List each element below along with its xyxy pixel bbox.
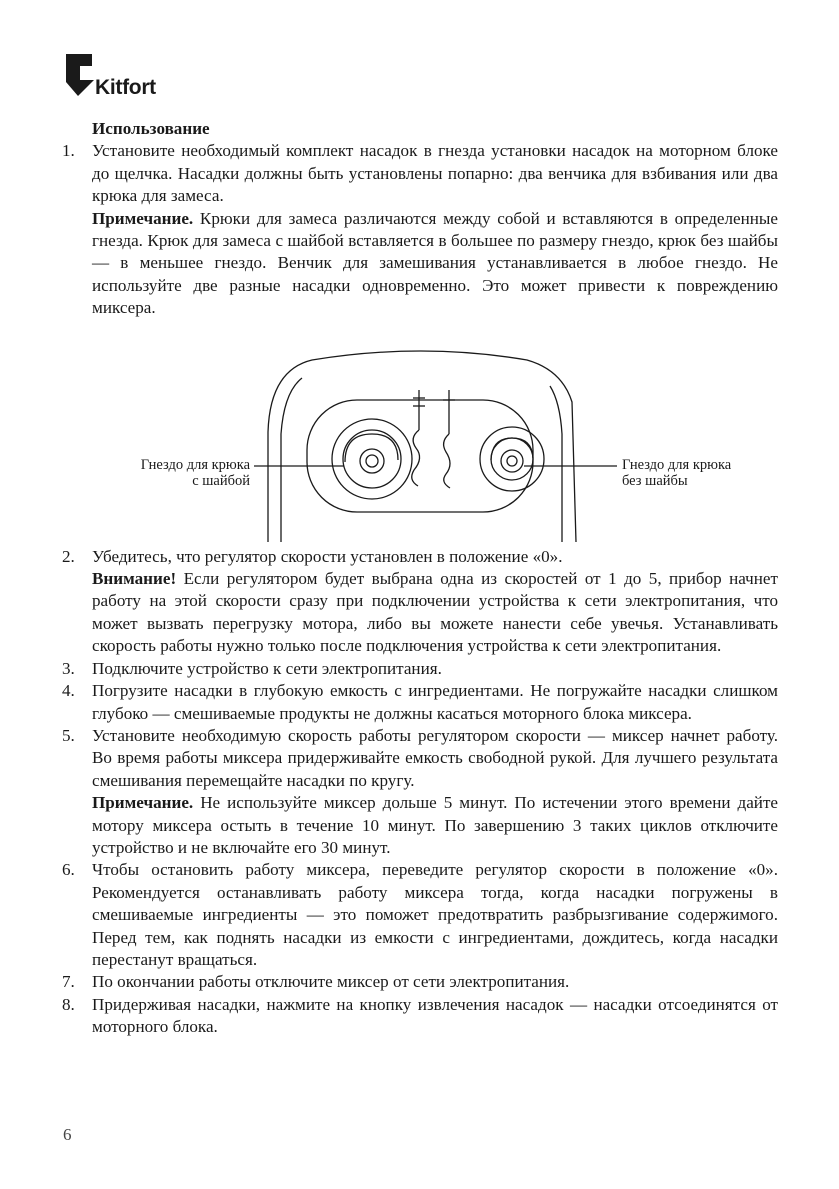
step-number: 7. (62, 972, 75, 992)
step-note (92, 208, 778, 320)
step-item-4 (62, 680, 778, 725)
instruction-content (62, 118, 778, 1039)
step-text: Чтобы остановить работу миксера, переведите регулятор скорости в положение «0». Рекомендуется останавливать работу миксера тогда, когда насадки погружены в смешиваемые ингредиенты — это поможет предотвратить разбрызгивание содержимого. Перед тем, как поднять насадки из емкости с ингредиентами, дождитесь, когда насадки перестанут вращаться. (92, 860, 778, 969)
step-number: 3. (62, 658, 75, 678)
step-number: 6. (62, 860, 75, 880)
step-item-5 (62, 725, 778, 859)
step-text: Придерживая насадки, нажмите на кнопку извлечения насадок — насадки отсоединятся от моторного блока. (92, 994, 778, 1037)
step-text: По окончании работы отключите миксер от сети электропитания. (92, 972, 570, 992)
mixer-motor-unit-drawing (62, 342, 778, 542)
note-text: Не используйте миксер дольше 5 минут. По истечении этого времени дайте мотору миксера остыть в течение 10 минут. По завершению 3 таких циклов отключите устройство и не включайте его 30 минут. (92, 793, 778, 857)
note-label: Примечание. (92, 208, 194, 228)
step-item-8 (62, 994, 778, 1039)
step-number: 1. (62, 141, 75, 161)
label-line: без шайбы (622, 472, 688, 489)
step-text: Установите необходимую скорость работы регулятором скорости — миксер начнет работу. Во время работы миксера придерживайте емкость свободной рукой. Для лучшего результата смешивания перемещайте насадки по кругу. (92, 725, 778, 790)
label-socket-without-washer (622, 457, 731, 489)
step-text: Установите необходимый комплект насадок в гнезда установки насадок на моторном блоке до щелчка. Насадки должны быть установлены попарно: два венчика для взбивания или два крюка для замеса. (92, 141, 778, 206)
step-item-1 (62, 140, 778, 319)
step-note (92, 568, 778, 658)
step-text: Погрузите насадки в глубокую емкость с ингредиентами. Не погружайте насадки слишком глубоко — смешиваемые продукты не должны касаться моторного блока миксера. (92, 681, 778, 723)
label-socket-with-washer (141, 457, 250, 489)
step-text: Подключите устройство к сети электропитания. (92, 658, 442, 678)
label-line: Гнездо для крюка (140, 456, 250, 473)
step-item-6 (62, 859, 778, 971)
step-note (92, 792, 778, 859)
note-label: Примечание. (92, 793, 194, 813)
step-text: Убедитесь, что регулятор скорости установлен в положение «0». (92, 546, 563, 566)
mixer-sockets-figure (62, 342, 778, 542)
step-item-3 (62, 658, 778, 680)
label-line: с шайбой (192, 472, 250, 489)
brand-name: Kitfort (95, 76, 156, 99)
step-item-2 (62, 546, 778, 658)
step-number: 5. (62, 725, 75, 745)
step-number: 2. (62, 546, 75, 566)
page-number: 6 (63, 1125, 72, 1144)
step-number: 4. (62, 681, 75, 701)
label-line: Гнездо для крюка (622, 456, 732, 473)
step-number: 8. (62, 994, 75, 1014)
step-item-7 (62, 971, 778, 993)
section-title: Использование (92, 119, 210, 138)
note-text: Если регулятором будет выбрана одна из скоростей от 1 до 5, прибор начнет работу на этой скорости сразу при подключении устройства к сети электропитания, что может вызвать перегрузку мотора, либо вы можете нанести себе увечья. Устанавливать скорость работы нужно только после подключения устройства к сети электропитания. (92, 569, 778, 656)
note-label: Внимание! (92, 569, 177, 589)
note-text: Крюки для замеса различаются между собой и вставляются в определенные гнезда. Крюк для замеса с шайбой вставляется в большее по размеру гнездо, крюк без шайбы — в меньшее гнездо. Венчик для замешивания устанавливается в любое гнездо. Не используйте две разные насадки одновременно. Это может привести к повреждению миксера. (92, 208, 778, 318)
